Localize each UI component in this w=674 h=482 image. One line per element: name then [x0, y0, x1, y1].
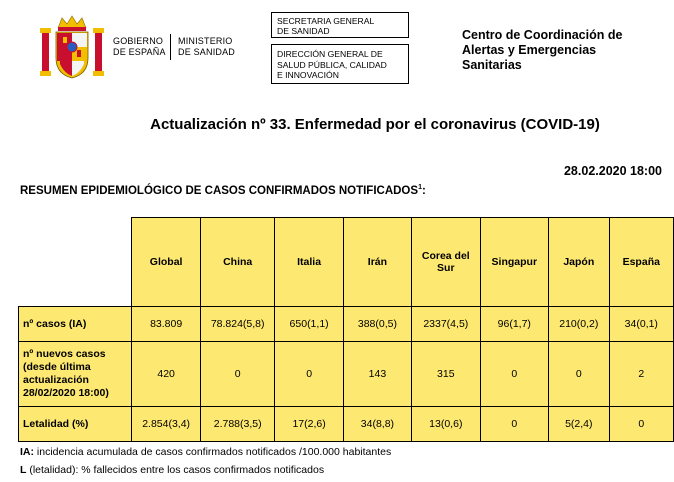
footnote-ia-key: IA: [20, 446, 34, 458]
table-cell: 5(2,4) [549, 407, 610, 442]
box2-line-3: E INNOVACIÓN [277, 70, 339, 80]
footnote-letalidad [20, 464, 324, 476]
table-cell: 388(0,5) [343, 307, 411, 342]
min-line-2: DE SANIDAD [178, 47, 236, 57]
table-cell: 78.824(5,8) [200, 307, 275, 342]
table-cell: 210(0,2) [549, 307, 610, 342]
table-cell: 2 [609, 342, 673, 407]
gov-line-1: GOBIERNO [113, 36, 164, 46]
section-title [20, 184, 426, 197]
table-cell: 0 [480, 342, 548, 407]
table-row [19, 407, 674, 442]
cases-summary-table [18, 217, 674, 442]
table-cell: 0 [275, 342, 343, 407]
table-cell: 315 [412, 342, 480, 407]
col-header-china: China [200, 218, 275, 307]
col-header-japon: Japón [549, 218, 610, 307]
section-title-text: RESUMEN EPIDEMIOLÓGICO DE CASOS CONFIRMADOS NOTIFICADOS [20, 184, 419, 197]
footnote-ia-text: incidencia acumulada de casos confirmados notificados /100.000 habitantes [34, 446, 392, 458]
table-cell: 17(2,6) [275, 407, 343, 442]
document-title-text: Actualización nº 33. Enfermedad por el coronavirus (COVID-19) [150, 116, 600, 133]
table-cell: 0 [200, 342, 275, 407]
row-label: Letalidad (%) [19, 407, 132, 442]
ministerio-label [178, 36, 235, 58]
row-label: nº casos (IA) [19, 307, 132, 342]
center-line-3: Sanitarias [462, 58, 522, 72]
col-header-singapur: Singapur [480, 218, 548, 307]
table-cell: 0 [480, 407, 548, 442]
coat-of-arms-emblem [38, 14, 106, 82]
secretaria-box [271, 12, 409, 38]
table-cell: 34(0,1) [609, 307, 673, 342]
table-cell: 2.788(3,5) [200, 407, 275, 442]
col-header-corea: Corea del Sur [412, 218, 480, 307]
header-divider [170, 34, 171, 60]
col-header-global: Global [132, 218, 201, 307]
table-cell: 96(1,7) [480, 307, 548, 342]
box1-line-2: DE SANIDAD [277, 26, 330, 36]
footnote-ia [20, 446, 391, 458]
box1-line-1: SECRETARIA GENERAL [277, 16, 375, 26]
table-cell: 0 [609, 407, 673, 442]
box2-line-2: SALUD PÚBLICA, CALIDAD [277, 59, 387, 70]
section-title-colon: : [421, 184, 426, 197]
table-cell: 420 [132, 342, 201, 407]
table-cell: 143 [343, 342, 411, 407]
table-row [19, 307, 674, 342]
document-date: 28.02.2020 18:00 [563, 164, 662, 178]
col-header-iran: Irán [343, 218, 411, 307]
col-header-espana: España [609, 218, 673, 307]
table-row [19, 342, 674, 407]
footnote-marker: 1 [418, 184, 422, 191]
table-cell: 13(0,6) [412, 407, 480, 442]
footnote-l-text: (letalidad): % fallecidos entre los casos confirmados notificados [26, 464, 325, 476]
box2-line-1: DIRECCIÓN GENERAL DE [277, 49, 383, 59]
gov-line-2: DE ESPAÑA [113, 47, 166, 57]
direccion-box [271, 44, 409, 84]
table-cell: 34(8,8) [343, 407, 411, 442]
row-label: nº nuevos casos (desde última actualización 28/02/2020 18:00) [19, 342, 132, 407]
col-header-italia: Italia [275, 218, 343, 307]
min-line-1: MINISTERIO [178, 36, 233, 46]
header-corner-cell [19, 218, 132, 307]
center-line-2: Alertas y Emergencias [462, 43, 597, 57]
table-cell: 83.809 [132, 307, 201, 342]
table-cell: 2337(4,5) [412, 307, 480, 342]
gobierno-de-espana-label [113, 36, 166, 58]
footnote-l-key: L [20, 464, 27, 476]
table-cell: 0 [549, 342, 610, 407]
ccaes-title [462, 28, 622, 73]
center-line-1: Centro de Coordinación de [462, 28, 623, 42]
table-cell: 650(1,1) [275, 307, 343, 342]
table-header-row [19, 218, 674, 307]
table-cell: 2.854(3,4) [132, 407, 201, 442]
document-title [0, 116, 674, 133]
